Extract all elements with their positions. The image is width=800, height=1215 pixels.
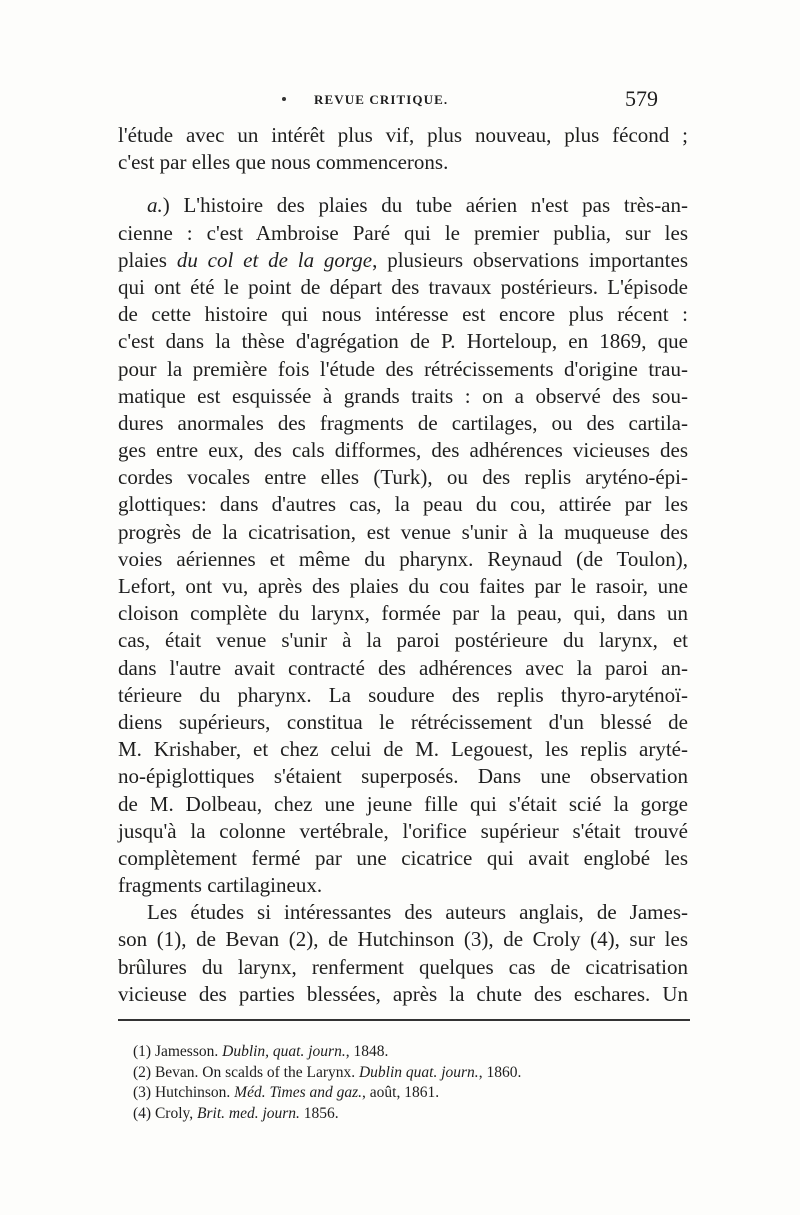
italic-title: du col et de la gorge bbox=[176, 247, 373, 272]
text-line: dures anormales des fragments de cartilages, ou des cartila- bbox=[118, 410, 688, 435]
text-line: c'est par elles que nous commencerons. bbox=[118, 150, 449, 175]
footnote-journal: Dublin, quat. journ. bbox=[222, 1043, 346, 1060]
footnote-3 bbox=[133, 1083, 693, 1104]
text-line: no-épiglottiques s'étaient superposés. Dans une observation bbox=[118, 764, 688, 789]
footnote-author: Hutchinson. bbox=[154, 1084, 231, 1101]
footnote-author: Croly, bbox=[154, 1104, 194, 1122]
line-text: plaies bbox=[118, 247, 167, 272]
text-line: c'est dans la thèse d'agrégation de P. Horteloup, en 1869, que bbox=[118, 329, 688, 354]
text-line: jusqu'à la colonne vertébrale, l'orifice supérieur s'était trouvé bbox=[118, 818, 688, 843]
footnote-journal: Dublin quat. journ. bbox=[358, 1063, 479, 1081]
text-line bbox=[118, 192, 688, 219]
footnote-journal: Brit. med. journ. bbox=[197, 1104, 300, 1122]
text-body bbox=[118, 122, 688, 1008]
footnote-marker: (3) bbox=[133, 1084, 152, 1101]
text-line: Les études si intéressantes des auteurs anglais, de James- bbox=[147, 900, 688, 925]
text-line: son (1), de Bevan (2), de Hutchinson (3), de Croly (4), sur les bbox=[118, 927, 688, 952]
text-line: cienne : c'est Ambroise Paré qui le premier publia, sur les bbox=[118, 220, 688, 245]
text-line: glottiques: dans d'autres cas, la peau du cou, attirée par les bbox=[118, 492, 688, 517]
footnote-2 bbox=[133, 1063, 693, 1084]
text-line: de M. Dolbeau, chez une jeune fille qui s'était scié la gorge bbox=[118, 791, 688, 816]
running-title: REVUE CRITIQUE. bbox=[314, 92, 449, 107]
text-line: vicieuse des parties blessées, après la chute des eschares. Un bbox=[118, 981, 688, 1006]
text-line: diens supérieurs, constitua le rétrécissement d'un blessé de bbox=[118, 709, 688, 734]
text-line: progrès de la cicatrisation, est venue s'unir à la muqueuse des bbox=[118, 519, 688, 544]
footnote-marker: (2) bbox=[133, 1063, 152, 1081]
line-text: , plusieurs observations importantes bbox=[372, 247, 688, 272]
footnote-rest: , août, 1861. bbox=[362, 1084, 440, 1101]
footnote-1 bbox=[133, 1042, 693, 1063]
footnote-rest: , 1860. bbox=[478, 1063, 522, 1081]
text-line bbox=[118, 247, 688, 274]
text-line: M. Krishaber, et chez celui de M. Legouest, les replis aryté- bbox=[118, 737, 688, 762]
footnotes bbox=[133, 1042, 693, 1124]
text-line: l'étude avec un intérêt plus vif, plus nouveau, plus fécond ; bbox=[118, 123, 688, 147]
footnote-rule bbox=[118, 1019, 690, 1021]
text-line: fragments cartilagineux. bbox=[118, 873, 323, 898]
text-line: de cette histoire qui nous intéresse est encore plus récent : bbox=[118, 302, 688, 327]
text-line: térieure du pharynx. La soudure des replis thyro-aryténoï- bbox=[118, 682, 688, 707]
text-line: Lefort, ont vu, après des plaies du cou faites par le rasoir, une bbox=[118, 574, 688, 598]
text-line: cordes vocales entre elles (Turk), ou des replis aryténo-épi- bbox=[118, 465, 688, 490]
footnote-author: Bevan. On scalds of the Larynx. bbox=[154, 1063, 356, 1081]
paragraph-1 bbox=[118, 122, 688, 176]
footnote-journal: Méd. Times and gaz. bbox=[234, 1084, 363, 1101]
footnote-rest: 1856. bbox=[299, 1104, 339, 1122]
section-marker: a. bbox=[147, 193, 163, 218]
text-line: cloison complète du larynx, formée par la peau, qui, dans un bbox=[118, 601, 688, 626]
text-line: cas, était venue s'unir à la paroi postérieure du larynx, et bbox=[118, 628, 688, 653]
text-line: matique est esquissée à grands traits : on a observé des sou- bbox=[118, 383, 688, 408]
page-number: 579 bbox=[625, 86, 658, 111]
paragraph-3 bbox=[118, 899, 688, 1008]
footnote-marker: (1) bbox=[133, 1043, 152, 1060]
paragraph-2 bbox=[118, 192, 688, 899]
footnote-author: Jamesson. bbox=[154, 1043, 219, 1060]
text-line: voies aériennes et même du pharynx. Reynaud (de Toulon), bbox=[118, 546, 688, 571]
header-dot bbox=[282, 97, 286, 101]
text-line: brûlures du larynx, renferment quelques cas de cicatrisation bbox=[118, 954, 688, 979]
footnote-marker: (4) bbox=[133, 1104, 152, 1122]
line-text: ) L'histoire des plaies du tube aérien n'est pas très-an- bbox=[162, 193, 688, 218]
footnote-4 bbox=[133, 1104, 693, 1125]
text-line: ges entre eux, des cals difformes, des adhérences vicieuses des bbox=[118, 438, 688, 463]
footnote-rest: , 1848. bbox=[345, 1043, 389, 1060]
text-line: complètement fermé par une cicatrice qui avait englobé les bbox=[118, 845, 688, 870]
text-line: dans l'autre avait contracté des adhérences avec la paroi an- bbox=[118, 655, 688, 680]
text-line: pour la première fois l'étude des rétrécissements d'origine trau- bbox=[118, 356, 688, 381]
text-line: qui ont été le point de départ des travaux postérieurs. L'épisode bbox=[118, 274, 688, 299]
